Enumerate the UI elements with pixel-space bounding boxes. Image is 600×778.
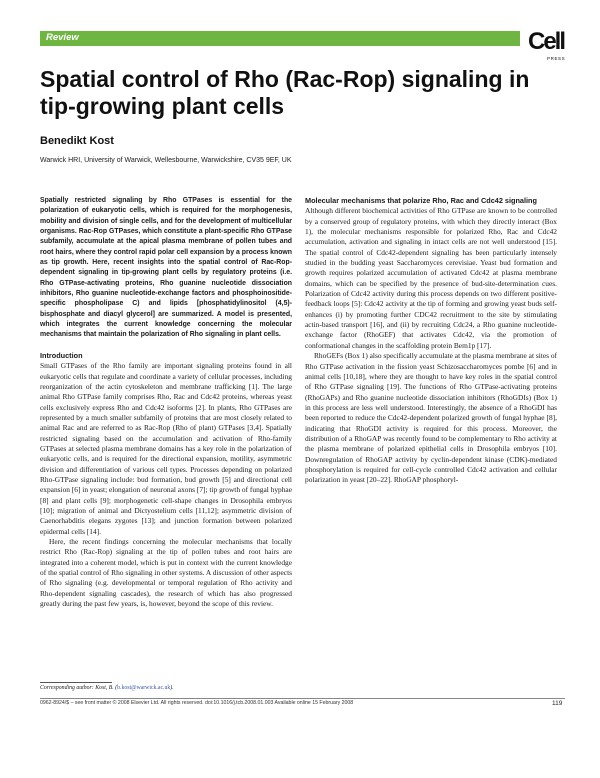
copyright-line: 0962-8924/$ – see front matter © 2008 Elsevier Ltd. All rights reserved. doi:10.1016/j.tcb.2008.01.003 Available online 15 February 2008 xyxy=(40,700,354,706)
paragraph-intro-2: Here, the recent findings concerning the molecular mechanisms that locally restrict Rho (Rac-Rop) signaling at the tip of pollen tubes and root hairs are integrated into a coherent model, which is put in context with the current knowledge of the spatial control of Rho signaling in other systems. A discussion of other aspects of Rho signaling (e.g. developmental or temporal regulation of Rho activity and Rho-dependent signaling cascades), the research of which has also progressed greatly during the past few years, is, however, beyond the scope of this review. xyxy=(40,537,292,609)
author-email-link[interactable]: b.kost@warwick.ac.uk xyxy=(117,685,171,691)
footnote-rule xyxy=(40,682,112,683)
right-column xyxy=(305,196,557,486)
journal-logo-word: Cell xyxy=(528,28,565,55)
footer-rule xyxy=(40,698,565,699)
corresponding-name: Kost, B. xyxy=(95,685,114,691)
abstract: Spatially restricted signaling by Rho GTPases is essential for the polarization of eukaryotic cells, which is required for the morphogenesis, mobility and division of single cells, and for the development of multicellular organisms. Rac-Rop GTPases, which constitute a plant-specific Rho GTPase subfamily, accumulate at the apical plasma membrane of pollen tubes and root hairs, where they control rapid polar cell expansion by a process known as tip growth. Here, recent insights into the spatial control of Rac-Rop-dependent signaling in tip-growing plant cells by regulatory proteins (i.e. Rho GTPase-activating proteins, Rho guanine nucleotide dissociation inhibitors, Rho guanine nucleotide-exchange factors and phosphoinositide-specific phospholipase C) and lipids [phosphatidylinositol (4,5)-bisphosphate and diacyl glycerol] are summarized. A model is presented, which integrates the current knowledge concerning the molecular mechanisms that maintain the polarization of Rho signaling in plant cells. xyxy=(40,197,292,339)
paragraph-mechanisms-1: Although different biochemical activities of Rho GTPase are known to be controlled by a conserved group of regulatory proteins, with which they directly interact (Box 1), the molecular mechanisms responsible for polarized Rho, Rac and Cdc42 accumulation, activation and signaling in intact cells are not well understood [15]. The spatial control of Cdc42-dependent signaling has been particularly intensely studied in the budding yeast Saccharomyces cerevisiae. Yeast bud formation and growth requires polarized accumulation of activated Cdc42 at plasma membrane domains, which can be specified by the presence of bud-site-determination cues. Polarization of Cdc42 activity during this process depends on two different positive-feedback loops [5]: Cdc42 activity at the tip of forming and growing yeast buds self-enhances (i) by promoting further CDC42 recruitment to the site by stimulating actin-based transport [16], and (ii) by recruiting Cdc24, a Rho guanine nucleotide-exchange factor (RhoGEF) that activates Cdc42, via the promotion of conformational changes in the scaffolding protein Bem1p [17]. xyxy=(305,206,557,350)
page-number: 119 xyxy=(552,700,563,707)
section-heading-mechanisms: Molecular mechanisms that polarize Rho, Rac and Cdc42 signaling xyxy=(305,196,537,205)
article-author: Benedikt Kost xyxy=(40,135,114,147)
author-affiliation: Warwick HRI, University of Warwick, Wellesbourne, Warwickshire, CV35 9EF, UK xyxy=(40,157,292,164)
journal-logo xyxy=(528,30,570,64)
journal-logo-sub: PRESS xyxy=(547,56,566,61)
paragraph-mechanisms-2: RhoGEFs (Box 1) also specifically accumulate at the plasma membrane at sites of Rho GTPase activation in the fission yeast Schizosaccharomyces pombe [6] and in animal cells [10,18], where they are thought to have key roles in the spatial control of Rho GTPase signaling [19]. The functions of Rho GTPase-activating proteins (RhoGAPs) and Rho guanine nucleotide dissociation inhibitors (RhoGDIs) (Box 1) in this process are less well understood. Interestingly, the absence of a RhoGDI has been reported to reduce the Cdc42-dependent polarized growth of fungal hyphae [8], indicating that RhoGDI activity is required for this process. Moreover, the distribution of a RhoGAP was recently found to be complementary to Rho activity at the plasma membrane of polarized epithelial cells in Drosophila embryos [10]. Downregulation of RhoGAP activity by cyclin-dependent kinase (CDK)-mediated phosphorylation is required for cell-cycle controlled Cdc42 activation and cellular polarization in yeast [20–22]. RhoGAP phosphoryl- xyxy=(305,351,557,485)
left-column xyxy=(40,196,292,609)
corresponding-label: Corresponding author: xyxy=(40,685,94,691)
corresponding-author-note: Corresponding author: Kost, B. (b.kost@warwick.ac.uk). xyxy=(40,685,174,691)
section-label: Review xyxy=(46,32,79,43)
article-title: Spatial control of Rho (Rac-Rop) signaling in tip-growing plant cells xyxy=(40,66,530,119)
paragraph-intro-1: Small GTPases of the Rho family are important signaling proteins found in all eukaryotic cells that regulate and coordinate a variety of cellular processes, including reorganization of the actin cytoskeleton and membrane trafficking [1]. The large animal Rho GTPase family comprises Rho, Rac and Cdc42 proteins, whereas yeast cells exclusively express Rho and Cdc42 isoforms [2]. In plants, Rho GTPases are represented by a much smaller subfamily of proteins that are most closely related to animal Rac and are referred to as Rac-Rop (Rho of plant) GTPases [3,4]. Spatially restricted signaling based on the accumulation and activation of Rho-family GTPases at selected plasma membrane domains has a key role in the polarization of eukaryotic cells, and is required for the directional expansion, motility, asymmetric division and differentiation of various cell types. Processes depending on polarized Rho-GTPase signaling include: bud formation, bud growth [5] and directional cell expansion [6] in yeast; elongation of neuronal axons [7]; tip growth of fungal hyphae [8] and plant cells [9]; morphogenetic cell-shape changes in Drosophila embryos [10]; migration of animal and Dictyostelium cells [11,12]; asymmetric division of Caenorhabditis elegans zygotes [13]; and junction formation between polarized epidermal cells [14]. xyxy=(40,361,292,536)
section-banner xyxy=(40,31,520,46)
section-heading-introduction: Introduction xyxy=(40,350,83,360)
